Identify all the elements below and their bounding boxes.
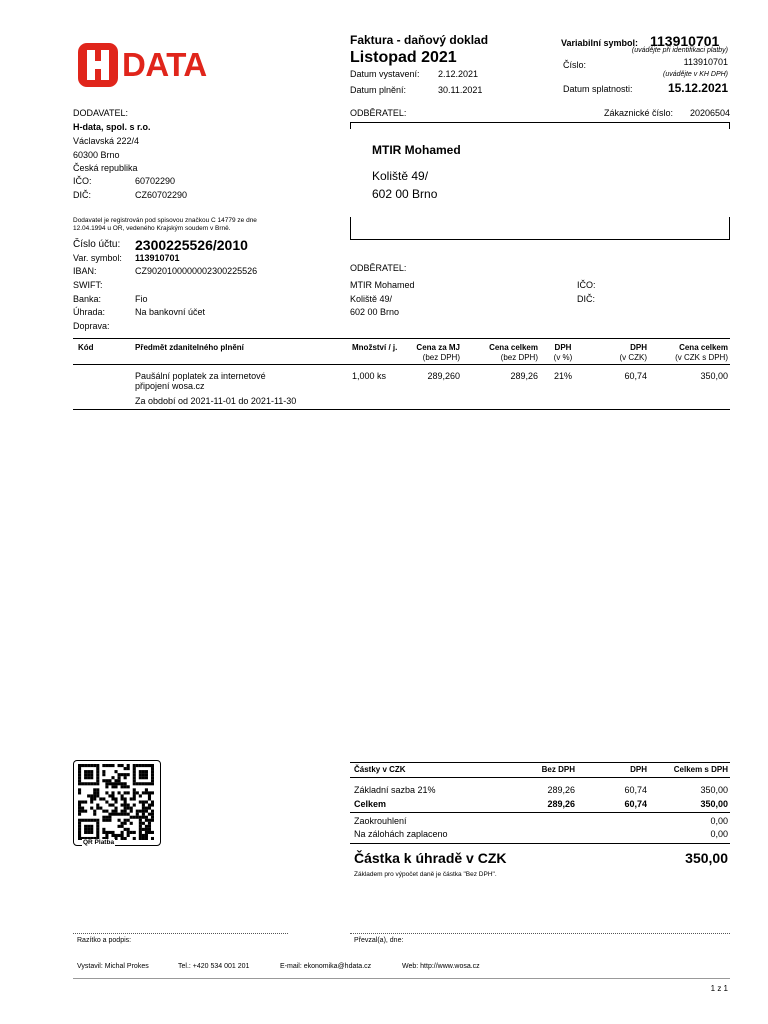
- summary-total-net: 289,26: [547, 799, 575, 809]
- period-note: Za období od 2021-11-01 do 2021-11-30: [135, 396, 297, 406]
- col-total-sub: (bez DPH): [500, 353, 538, 362]
- var-symbol-label: Variabilní symbol:: [561, 38, 639, 48]
- supplier-registration-2: 12.04.1994 u OR, vedeného Krajským soudem v Brně.: [73, 225, 231, 232]
- supplier-ico-label: IČO:: [73, 176, 92, 186]
- row-unit-price: 289,260: [427, 371, 460, 381]
- summary-header-vat: DPH: [630, 765, 647, 774]
- iban-value: CZ9020100000002300225526: [135, 266, 258, 276]
- col-vat-sub: (v CZK): [619, 353, 647, 362]
- table-top-rule: [73, 338, 730, 339]
- customer-no-value: 20206504: [689, 108, 730, 118]
- col-qty: Množství / j.: [352, 343, 398, 352]
- row-subject-1: Paušální poplatek za internetové: [135, 371, 266, 381]
- summary-total-label: Celkem: [354, 799, 387, 809]
- summary-due-rule: [350, 843, 730, 844]
- logo-text: DATA: [122, 46, 207, 83]
- amount-due-value: 350,00: [685, 850, 728, 866]
- advance-label: Na zálohách zaplaceno: [354, 829, 448, 839]
- due-label: Datum splatnosti:: [563, 84, 633, 94]
- method-value: Na bankovní účet: [135, 307, 206, 317]
- supplier-street: Václavská 222/4: [73, 136, 140, 146]
- row-vat: 60,74: [624, 371, 647, 381]
- col-total: Cena celkem: [489, 343, 538, 352]
- logo-h-mark: [78, 43, 118, 87]
- issued-label: Datum vystavení:: [350, 69, 420, 79]
- delivery-label: Doprava:: [73, 321, 110, 331]
- qr-frame: [73, 760, 161, 846]
- col-subject: Předmět zdanitelného plnění: [135, 343, 244, 352]
- col-vat: DPH: [630, 343, 647, 352]
- col-gross: Cena celkem: [679, 343, 728, 352]
- row-total: 289,26: [510, 371, 538, 381]
- rounding-value: 0,00: [710, 816, 728, 826]
- var-symbol-note: (uvádějte při identifikaci platby): [631, 47, 728, 54]
- number-label: Číslo:: [563, 60, 587, 70]
- advance-value: 0,00: [710, 829, 728, 839]
- supplier-heading: DODAVATEL:: [73, 108, 129, 118]
- table-header-rule: [73, 364, 730, 365]
- summary-top-rule: [350, 762, 730, 763]
- taxable-label: Datum plnění:: [350, 85, 407, 95]
- row-subject-2: připojení wosa.cz: [135, 381, 205, 391]
- amount-due-label: Částka k úhradě v CZK: [354, 850, 507, 866]
- customer-name: MTIR Mohamed: [350, 280, 415, 290]
- number-note: (uvádějte v KH DPH): [663, 71, 728, 78]
- table-bottom-rule: [73, 409, 730, 410]
- summary-row-gross: 350,00: [700, 785, 728, 795]
- summary-total-gross: 350,00: [700, 799, 728, 809]
- customer-no-label: Zákaznické číslo:: [604, 108, 674, 118]
- bank-label: Banka:: [73, 294, 102, 304]
- footer-issued-by: Vystavil: Michal Prokes: [77, 963, 149, 970]
- row-vat-rate: 21%: [553, 371, 572, 381]
- customer-dic-label: DIČ:: [577, 294, 595, 304]
- supplier-country: Česká republika: [73, 163, 138, 173]
- customer-address-box: [350, 122, 730, 240]
- stamp-label: Razítko a podpis:: [77, 937, 132, 944]
- supplier-name: H-data, spol. s r.o.: [73, 122, 151, 132]
- summary-row-net: 289,26: [547, 785, 575, 795]
- summary-total-rule: [350, 812, 730, 813]
- summary-header-rule: [350, 777, 730, 778]
- summary-total-vat: 60,74: [624, 799, 647, 809]
- summary-header-label: Částky v CZK: [354, 765, 406, 774]
- col-unit-price-sub: (bez DPH): [422, 353, 460, 362]
- supplier-ico-value: 60702290: [135, 176, 176, 186]
- iban-label: IBAN:: [73, 266, 97, 276]
- number-value: 113910701: [683, 57, 728, 67]
- customer-heading: ODBĚRATEL:: [350, 108, 407, 118]
- account-value: 2300225526/2010: [135, 237, 248, 253]
- swift-label: SWIFT:: [73, 280, 103, 290]
- customer-ico-label: IČO:: [577, 280, 596, 290]
- supplier-city: 60300 Brno: [73, 150, 120, 160]
- varsym-value: 113910701: [135, 253, 180, 263]
- invoice-period: Listopad 2021: [350, 49, 457, 66]
- summary-row-vat: 60,74: [624, 785, 647, 795]
- box-customer-city: 602 00 Brno: [372, 187, 438, 201]
- summary-row-label: Základní sazba 21%: [354, 785, 436, 795]
- var-symbol-value: 113910701: [650, 33, 720, 49]
- footer-email: E-mail: ekonomika@hdata.cz: [280, 963, 372, 970]
- footer-rule: [73, 978, 730, 979]
- summary-header-gross: Celkem s DPH: [673, 765, 728, 774]
- page-number: 1 z 1: [710, 984, 728, 993]
- col-code: Kód: [78, 343, 94, 352]
- box-customer-name: MTIR Mohamed: [372, 143, 461, 157]
- account-label: Číslo účtu:: [73, 239, 121, 250]
- bank-value: Fio: [135, 294, 148, 304]
- method-label: Úhrada:: [73, 307, 106, 317]
- customer-heading-2: ODBĚRATEL:: [350, 263, 407, 273]
- invoice-title: Faktura - daňový doklad: [350, 33, 489, 47]
- col-vat-rate-sub: (v %): [553, 353, 573, 362]
- stamp-line: [73, 933, 288, 934]
- taxable-value: 30.11.2021: [438, 85, 483, 95]
- qr-label: QR Platba: [83, 839, 115, 846]
- footer-web: Web: http://www.wosa.cz: [402, 963, 480, 970]
- row-qty: 1,000 ks: [352, 371, 387, 381]
- supplier-dic-value: CZ60702290: [135, 190, 188, 200]
- customer-city: 602 00 Brno: [350, 307, 400, 317]
- box-customer-street: Koliště 49/: [372, 169, 429, 183]
- varsym-label: Var. symbol:: [73, 253, 122, 263]
- rounding-label: Zaokrouhlení: [354, 816, 407, 826]
- col-vat-rate: DPH: [554, 343, 572, 352]
- summary-header-net: Bez DPH: [541, 765, 575, 774]
- received-line: [350, 933, 730, 934]
- issued-value: 2.12.2021: [438, 69, 479, 79]
- due-value: 15.12.2021: [667, 81, 728, 95]
- company-logo: [78, 43, 207, 87]
- customer-street: Koliště 49/: [350, 294, 393, 304]
- supplier-registration-1: Dodavatel je registrován pod spisovou značkou C 14779 ze dne: [73, 217, 257, 224]
- row-gross: 350,00: [700, 371, 728, 381]
- received-label: Převzal(a), dne:: [354, 937, 404, 944]
- supplier-dic-label: DIČ:: [73, 190, 91, 200]
- tax-base-note: Základem pro výpočet daně je částka "Bez DPH".: [354, 871, 497, 878]
- footer-phone: Tel.: +420 534 001 201: [178, 963, 250, 970]
- col-gross-sub: (v CZK s DPH): [675, 353, 728, 362]
- col-unit-price: Cena za MJ: [416, 343, 460, 352]
